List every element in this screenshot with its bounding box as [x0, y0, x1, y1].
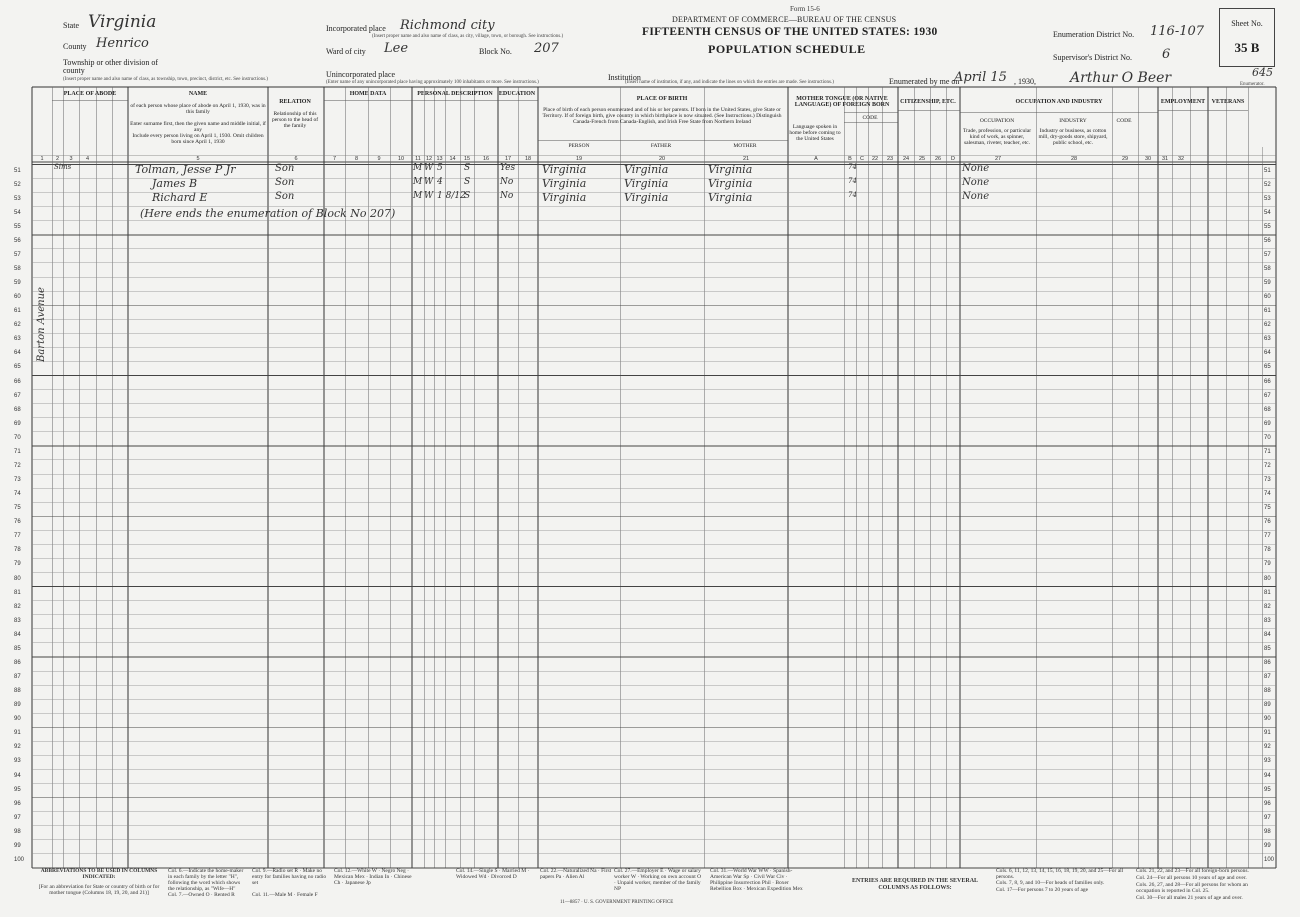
- column-number: 26: [934, 156, 942, 162]
- abbrev-col14: Col. 14.—Single S · Married M · Widowed Wd · Divorced D: [456, 868, 530, 880]
- line-number-right: 100: [1264, 856, 1275, 863]
- column-number: 12: [425, 156, 433, 162]
- line-number-right: 54: [1264, 209, 1271, 216]
- group-occupation: OCCUPATION AND INDUSTRY: [1015, 99, 1103, 105]
- line-number-left: 93: [14, 758, 21, 765]
- line-number-left: 99: [14, 842, 21, 849]
- req-1: Cols. 6, 11, 12, 13, 14, 15, 16, 18, 19, 20, and 25—For all persons.: [996, 868, 1124, 880]
- col-person: PERSON: [568, 143, 590, 149]
- line-number-right: 56: [1264, 237, 1271, 244]
- line-number-right: 85: [1264, 645, 1271, 652]
- line-number-right: 80: [1264, 575, 1271, 582]
- line-number-right: 87: [1264, 674, 1271, 681]
- line-number-right: 65: [1264, 364, 1271, 371]
- side-note: Barton Avenue: [36, 287, 47, 362]
- column-number: 10: [397, 156, 405, 162]
- group-personal: PERSONAL DESCRIPTION: [417, 91, 493, 97]
- line-number-left: 98: [14, 828, 21, 835]
- line-number-left: 51: [14, 167, 21, 174]
- line-number-left: 62: [14, 322, 21, 329]
- print-line: 11—8857 · U. S. GOVERNMENT PRINTING OFFICE: [560, 900, 674, 905]
- line-number-left: 68: [14, 406, 21, 413]
- supervisor-value: 6: [1162, 47, 1171, 62]
- birthplace-mother-cell: Virginia: [708, 162, 753, 176]
- line-number-left: 77: [14, 533, 21, 540]
- block-value: 207: [534, 41, 559, 56]
- line-number-left: 97: [14, 814, 21, 821]
- birthplace-mother-cell: Virginia: [708, 190, 753, 204]
- line-number-right: 52: [1264, 181, 1271, 188]
- line-number-right: 81: [1264, 589, 1271, 596]
- line-number-right: 58: [1264, 265, 1271, 272]
- enumerated-year: , 1930,: [1014, 77, 1036, 86]
- name-cell: James B: [152, 176, 198, 190]
- industry-desc: Industry or business, as cotton mill, dry-goods store, shipyard, public school, etc.: [1038, 128, 1108, 146]
- line-number-right: 66: [1264, 378, 1271, 385]
- institution-label: Institution: [608, 73, 641, 82]
- line-number-left: 55: [14, 223, 21, 230]
- birthplace-person-cell: Virginia: [542, 162, 587, 176]
- street-entry: Sims: [54, 162, 72, 171]
- birthplace-code-cell: 74: [848, 190, 857, 199]
- line-number-right: 84: [1264, 631, 1271, 638]
- group-relation: RELATION: [279, 99, 311, 105]
- birthplace-person-cell: Virginia: [542, 176, 587, 190]
- line-number-right: 94: [1264, 772, 1271, 779]
- abbrev-note: [For an abbreviation for State or country of birth or for mother tongue (Columns 18, 19, 20, and 21)]: [38, 884, 160, 896]
- column-number: B: [848, 156, 852, 162]
- supervisor-label: Supervisor's District No.: [1053, 53, 1132, 62]
- line-number-right: 95: [1264, 786, 1271, 793]
- line-number-right: 82: [1264, 603, 1271, 610]
- req-2: Cols. 7, 8, 9, and 10—For heads of families only.: [996, 880, 1105, 886]
- school-cell: Yes: [500, 162, 516, 173]
- req-4: Cols. 21, 22, and 23—For all foreign-born persons.: [1136, 868, 1249, 874]
- line-number-left: 85: [14, 645, 21, 652]
- age-cell: 4: [437, 176, 443, 187]
- occupation-cell: None: [962, 176, 990, 188]
- col-occupation: OCCUPATION: [979, 118, 1015, 124]
- marital-cell: S: [464, 176, 471, 187]
- line-number-right: 83: [1264, 617, 1271, 624]
- line-number-left: 60: [14, 294, 21, 301]
- sex-cell: M: [413, 176, 423, 187]
- name-desc: of each person whose place of abode on April 1, 1930, was in this family: [130, 103, 266, 115]
- column-number: 14: [449, 156, 456, 162]
- sex-cell: M: [413, 162, 423, 173]
- birthplace-father-cell: Virginia: [624, 162, 669, 176]
- birthplace-mother-cell: Virginia: [708, 176, 753, 190]
- line-number-right: 78: [1264, 547, 1271, 554]
- line-number-left: 69: [14, 420, 21, 427]
- line-number-left: 64: [14, 350, 21, 357]
- line-number-left: 94: [14, 772, 21, 779]
- township-note: (Insert proper name and also name of class, as township, town, precinct, district, etc. See instructions.): [63, 77, 268, 82]
- line-number-left: 63: [14, 336, 21, 343]
- line-number-right: 75: [1264, 505, 1271, 512]
- line-number-left: 54: [14, 209, 21, 216]
- line-number-right: 72: [1264, 462, 1271, 469]
- line-number-right: 79: [1264, 561, 1271, 568]
- incorporated-label: Incorporated place: [326, 24, 386, 33]
- line-number-right: 70: [1264, 434, 1271, 441]
- line-number-right: 67: [1264, 392, 1271, 399]
- line-number-left: 74: [14, 491, 21, 498]
- line-number-left: 89: [14, 702, 21, 709]
- township-label: Township or other division of county: [63, 58, 158, 75]
- line-number-right: 99: [1264, 842, 1271, 849]
- line-number-left: 90: [14, 716, 21, 723]
- line-number-right: 96: [1264, 800, 1271, 807]
- col-father: FATHER: [650, 143, 672, 149]
- line-number-right: 77: [1264, 533, 1271, 540]
- relation-desc: Relationship of this person to the head of the family: [271, 111, 319, 129]
- name-enter: Enter surname first, then the given name and middle initial, if any: [130, 121, 266, 133]
- abbrev-col11: Col. 11.—Male M · Female F: [252, 892, 318, 898]
- race-cell: W: [424, 162, 434, 173]
- relation-cell: Son: [275, 190, 295, 202]
- school-cell: No: [500, 190, 514, 201]
- column-number: C: [860, 156, 864, 162]
- ward-label: Ward of city: [326, 47, 366, 56]
- tongue-desc: Language spoken in home before coming to the United States: [789, 124, 841, 142]
- block-label: Block No.: [479, 47, 512, 56]
- column-number: 3: [69, 156, 73, 162]
- line-number-left: 79: [14, 561, 21, 568]
- abbrev-col22: Col. 22.—Naturalized Na · First papers Pa · Alien Al: [540, 868, 612, 880]
- column-number: 1: [40, 156, 44, 162]
- line-number-left: 76: [14, 519, 21, 526]
- column-number: 22: [871, 156, 879, 162]
- line-number-left: 86: [14, 659, 21, 666]
- req-5: Col. 24—For all persons 10 years of age and over.: [1136, 875, 1247, 881]
- line-number-left: 88: [14, 688, 21, 695]
- birthplace-code-cell: 74: [848, 162, 857, 171]
- schedule-title: POPULATION SCHEDULE: [708, 42, 866, 56]
- line-number-left: 96: [14, 800, 21, 807]
- group-employment: EMPLOYMENT: [1160, 99, 1206, 105]
- county-label: County: [63, 42, 87, 51]
- sheet-label: Sheet No.: [1231, 19, 1263, 28]
- column-number: 29: [1121, 156, 1129, 162]
- line-number-left: 72: [14, 462, 21, 469]
- line-number-right: 64: [1264, 350, 1271, 357]
- institution-note: (Insert name of institution, if any, and indicate the lines on which the entries are made. See instructions.): [625, 80, 834, 85]
- department-line: DEPARTMENT OF COMMERCE—BUREAU OF THE CENSUS: [672, 15, 897, 24]
- ward-value: Lee: [384, 41, 409, 56]
- line-number-right: 86: [1264, 659, 1271, 666]
- line-number-right: 63: [1264, 336, 1271, 343]
- county-value: Henrico: [96, 36, 149, 51]
- birthplace-father-cell: Virginia: [624, 176, 669, 190]
- state-label: State: [63, 21, 79, 30]
- block-end-note: (Here ends the enumeration of Block No 207): [140, 207, 396, 220]
- line-number-right: 98: [1264, 828, 1271, 835]
- line-number-right: 57: [1264, 251, 1271, 258]
- req-3: Col. 17—For persons 7 to 20 years of age: [996, 887, 1089, 893]
- req-6: Cols. 26, 27, and 28—For all persons for whom an occupation is reported in Col. 25.: [1136, 882, 1248, 894]
- column-number: D: [951, 156, 955, 162]
- group-birth: PLACE OF BIRTH: [636, 96, 688, 102]
- line-number-left: 59: [14, 280, 21, 287]
- line-number-left: 53: [14, 195, 21, 202]
- col-mother: MOTHER: [733, 143, 757, 149]
- line-number-right: 93: [1264, 758, 1271, 765]
- age-cell: 1 8/12: [437, 190, 466, 201]
- unincorporated-label: Unincorporated place: [326, 70, 396, 79]
- column-number: 16: [482, 156, 490, 162]
- line-number-left: 80: [14, 575, 21, 582]
- line-number-left: 100: [14, 856, 25, 863]
- line-number-right: 51: [1264, 167, 1271, 174]
- column-number: 30: [1144, 156, 1152, 162]
- line-number-right: 68: [1264, 406, 1271, 413]
- column-number: 21: [742, 156, 750, 162]
- abbrev-col6: Col. 6.—Indicate the home-maker in each family by the letter "H", following the word which shows the relationship, as "Wife—H": [168, 868, 244, 892]
- group-abode: PLACE OF ABODE: [63, 91, 117, 97]
- line-number-right: 62: [1264, 322, 1271, 329]
- column-number: 25: [918, 156, 926, 162]
- state-value: Virginia: [88, 12, 157, 32]
- abbrev-col7: Col. 7.—Owned O · Rented R: [168, 892, 235, 898]
- column-number: 11: [415, 156, 421, 162]
- marital-cell: S: [464, 162, 471, 173]
- column-number: 17: [504, 156, 512, 162]
- birthplace-person-cell: Virginia: [542, 190, 587, 204]
- column-number: 2: [55, 156, 60, 162]
- line-number-right: 90: [1264, 716, 1271, 723]
- line-number-left: 75: [14, 505, 21, 512]
- column-number: 6: [294, 156, 298, 162]
- line-number-left: 87: [14, 674, 21, 681]
- column-number: 13: [436, 156, 443, 162]
- line-number-left: 61: [14, 308, 21, 315]
- race-cell: W: [424, 176, 434, 187]
- name-cell: Richard E: [152, 190, 208, 204]
- column-number: 31: [1161, 156, 1169, 162]
- column-number: 23: [886, 156, 894, 162]
- group-veterans: VETERANS: [1211, 99, 1245, 105]
- line-number-right: 59: [1264, 280, 1271, 287]
- line-number-right: 55: [1264, 223, 1271, 230]
- enumerator-name: Arthur O Beer: [1070, 70, 1172, 86]
- census-title: FIFTEENTH CENSUS OF THE UNITED STATES: 1930: [642, 26, 938, 38]
- line-number-right: 91: [1264, 730, 1271, 737]
- line-number-left: 95: [14, 786, 21, 793]
- line-number-right: 89: [1264, 702, 1271, 709]
- line-number-right: 74: [1264, 491, 1271, 498]
- abbrev-col12: Col. 12.—White W · Negro Neg · Mexican Mex · Indian In · Chinese Ch · Japanese Jp: [334, 868, 412, 886]
- group-tongue: MOTHER TONGUE (OR NATIVE LANGUAGE) OF FOREIGN BORN: [794, 96, 890, 108]
- column-number: 28: [1070, 156, 1078, 162]
- line-number-right: 60: [1264, 294, 1271, 301]
- req-7: Col. 30—For all males 21 years of age and over.: [1136, 895, 1243, 901]
- name-cell: Tolman, Jesse P Jr: [135, 162, 236, 176]
- line-number-left: 52: [14, 181, 21, 188]
- entries-title: ENTRIES ARE REQUIRED IN THE SEVERAL COLUMNS AS FOLLOWS:: [851, 878, 979, 891]
- enumerator-label: Enumerator.: [1240, 82, 1265, 87]
- column-number: 24: [902, 156, 910, 162]
- column-number: A: [814, 156, 818, 162]
- line-number-left: 57: [14, 251, 21, 258]
- group-education: EDUCATION: [498, 91, 536, 97]
- line-number-left: 58: [14, 265, 21, 272]
- column-number: 18: [524, 156, 532, 162]
- line-number-left: 71: [14, 448, 21, 455]
- column-number: 20: [658, 156, 666, 162]
- enumerated-date: April 15: [954, 70, 1007, 85]
- school-cell: No: [500, 176, 514, 187]
- column-number: 32: [1177, 156, 1185, 162]
- relation-cell: Son: [275, 176, 295, 188]
- incorporated-note: (Insert proper name and also name of class, as city, village, town, or borough. See instructions.): [372, 34, 564, 39]
- form-number: Form 15-6: [790, 5, 820, 13]
- marital-cell: S: [464, 190, 471, 201]
- line-number-right: 97: [1264, 814, 1271, 821]
- column-number: 15: [463, 156, 471, 162]
- tongue-code: CODE: [862, 115, 878, 121]
- line-number-left: 81: [14, 589, 21, 596]
- age-cell: 5: [437, 162, 443, 173]
- sex-cell: M: [413, 190, 423, 201]
- line-number-left: 92: [14, 744, 21, 751]
- line-number-left: 73: [14, 477, 21, 484]
- line-number-right: 76: [1264, 519, 1271, 526]
- line-number-right: 53: [1264, 195, 1271, 202]
- line-number-left: 91: [14, 730, 21, 737]
- occupation-cell: None: [962, 162, 990, 174]
- sheet-top-number: 645: [1252, 66, 1273, 79]
- enumerated-label: Enumerated by me on: [889, 77, 960, 86]
- line-number-right: 88: [1264, 688, 1271, 695]
- enum-district-value: 116-107: [1150, 24, 1205, 39]
- name-include: Include every person living on April 1, 1930. Omit children born since April 1, 1930: [132, 133, 264, 145]
- line-number-right: 69: [1264, 420, 1271, 427]
- column-number: 5: [196, 156, 200, 162]
- sheet-value: 35 B: [1234, 40, 1260, 55]
- line-number-left: 70: [14, 434, 21, 441]
- line-number-left: 67: [14, 392, 21, 399]
- column-number: 7: [332, 156, 337, 162]
- line-number-left: 82: [14, 603, 21, 610]
- line-number-left: 78: [14, 547, 21, 554]
- line-number-left: 84: [14, 631, 21, 638]
- line-number-right: 92: [1264, 744, 1271, 751]
- birthplace-code-cell: 74: [848, 176, 857, 185]
- group-name: NAME: [188, 91, 208, 97]
- column-number: 27: [994, 156, 1002, 162]
- line-number-right: 61: [1264, 308, 1271, 315]
- relation-cell: Son: [275, 162, 295, 174]
- group-citizenship: CITIZENSHIP, ETC.: [900, 99, 956, 105]
- abbrev-col31: Col. 31.—World War WW · Spanish-American War Sp · Civil War Civ · Philippine Insurrection Phil · Boxer Rebellion Box · Mexican Expedition Mex: [710, 868, 803, 892]
- column-number: 4: [85, 156, 90, 162]
- birthplace-father-cell: Virginia: [624, 190, 669, 204]
- col-code2: CODE: [1116, 118, 1132, 124]
- column-number: 8: [354, 156, 359, 162]
- occupation-desc: Trade, profession, or particular kind of work, as spinner, salesman, riveter, teacher, etc.: [962, 128, 1032, 146]
- abbrev-col9: Col. 9.—Radio set R · Make no entry for families having no radio set: [252, 868, 327, 886]
- line-number-left: 66: [14, 378, 21, 385]
- race-cell: W: [424, 190, 434, 201]
- line-number-right: 73: [1264, 477, 1271, 484]
- birth-desc: Place of birth of each person enumerated and of his or her parents. If born in the United States, give State or Territory. If of foreign birth, give country in which birthplace is now situated. (See Instructions.) Distinguish Canada-French from Canada-English, and Irish Free State from Northern Ireland: [542, 107, 782, 125]
- col-industry: INDUSTRY: [1059, 118, 1087, 124]
- incorporated-value: Richmond city: [400, 18, 495, 33]
- line-number-left: 83: [14, 617, 21, 624]
- group-home: HOME DATA: [349, 91, 387, 97]
- line-number-left: 56: [14, 237, 21, 244]
- occupation-cell: None: [962, 190, 990, 202]
- unincorporated-note: (Enter name of any unincorporated place having approximately 100 inhabitants or more. See instructions.): [326, 80, 539, 85]
- column-number: 9: [377, 156, 381, 162]
- column-number: 19: [575, 156, 583, 162]
- enum-district-label: Enumeration District No.: [1053, 30, 1135, 39]
- line-number-left: 65: [14, 364, 21, 371]
- abbrev-col27: Col. 27.—Employer E · Wage or salary worker W · Working on own account O · Unpaid worker, member of the family NP: [614, 868, 702, 892]
- abbrev-title: ABBREVIATIONS TO BE USED IN COLUMNS INDICATED:: [40, 868, 158, 880]
- line-number-right: 71: [1264, 448, 1271, 455]
